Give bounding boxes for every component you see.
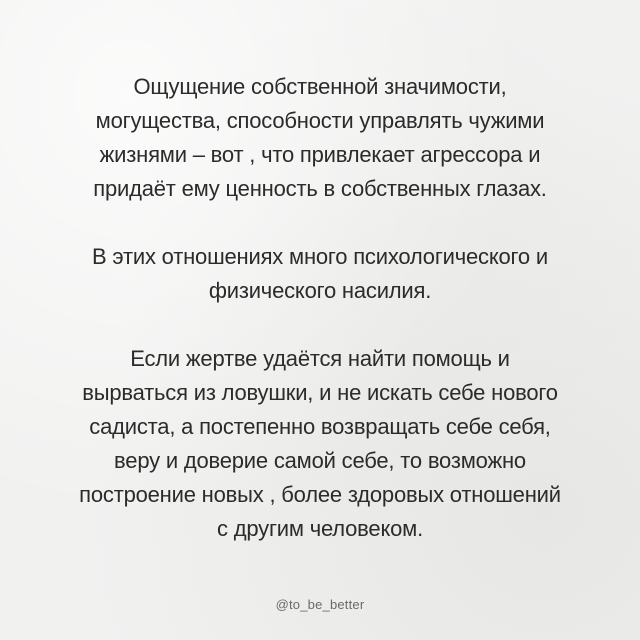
paragraph-line: построение новых , более здоровых отношений	[79, 482, 561, 507]
paragraph-2	[20, 240, 620, 308]
paragraph-3	[20, 342, 620, 546]
paragraph-line: В этих отношениях много психологического и	[92, 244, 548, 269]
paragraph-line: с другим человеком.	[217, 516, 423, 541]
paragraph-line: веру и доверие самой себе, то возможно	[114, 448, 526, 473]
paragraph-line: физического насилия.	[208, 278, 432, 303]
paragraph-1	[20, 70, 620, 206]
paragraph-line: Ощущение собственной значимости,	[133, 74, 507, 99]
paragraph-line: могущества, способности управлять чужими	[95, 108, 545, 133]
author-handle: @to_be_better	[275, 597, 365, 612]
paragraph-line: садиста, а постепенно возвращать себе себя,	[89, 414, 551, 439]
paragraph-line: жизнями – вот , что привлекает агрессора и	[99, 142, 541, 167]
post-body	[20, 70, 620, 546]
paragraph-line: Если жертве удаётся найти помощь и	[130, 346, 510, 371]
paragraph-line: придаёт ему ценность в собственных глазах.	[93, 176, 547, 201]
paragraph-line: вырваться из ловушки, и не искать себе нового	[82, 380, 558, 405]
